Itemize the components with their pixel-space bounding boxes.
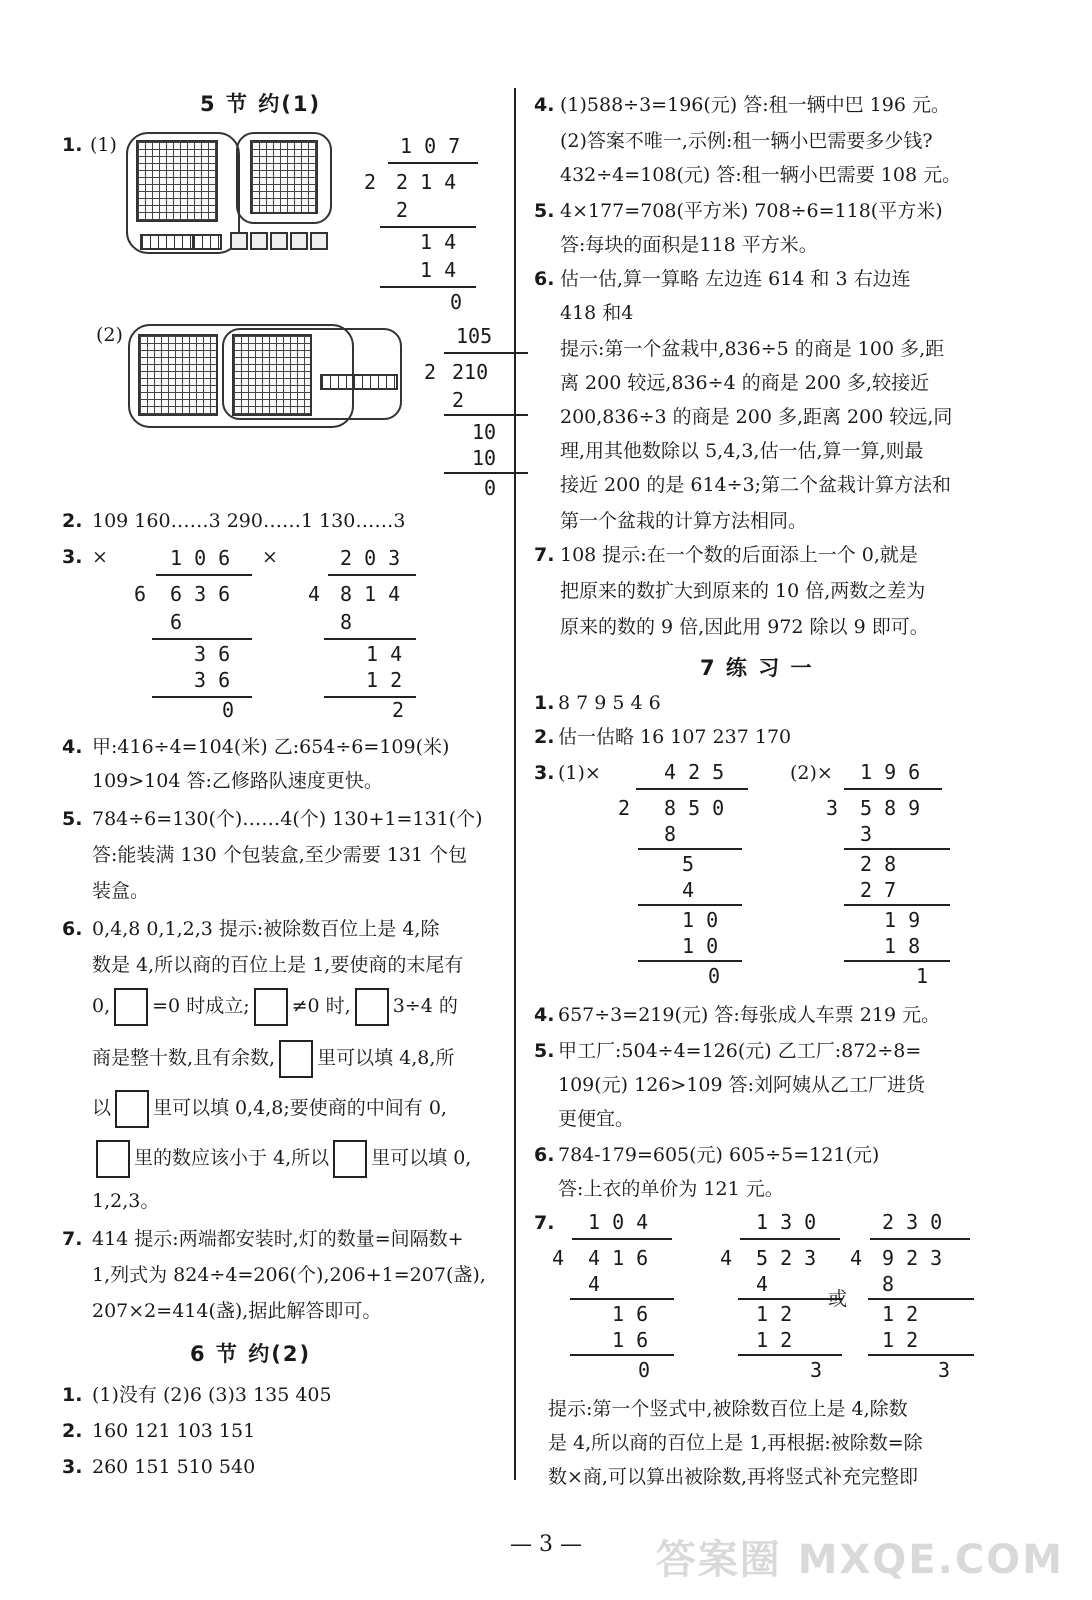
q6-line: 数是 4,所以商的百位上是 1,要使商的末尾有: [92, 954, 464, 976]
dividend: 5 2 3: [756, 1246, 817, 1270]
step: 3: [860, 822, 873, 846]
r-q4-line: 432÷4=108(元) 答:租一辆小巴需要 108 元。: [560, 164, 962, 186]
s7-q3-part: (2)×: [790, 762, 833, 784]
dividend: 5 8 9: [860, 796, 921, 820]
text: ≠0 时,: [291, 995, 351, 1017]
hundred-block-icon: [232, 334, 312, 416]
step: 2 8: [860, 852, 897, 876]
ten-rod-icon: [320, 374, 398, 390]
s7-q1: 8 7 9 5 4 6: [558, 692, 661, 714]
step: 5: [682, 852, 695, 876]
section-title-6: 6 节 约(2): [190, 1342, 312, 1366]
s7-q6-label: 6.: [534, 1144, 555, 1166]
step: 3 6: [194, 642, 231, 666]
step: 4: [682, 878, 695, 902]
quotient: 1 3 0: [756, 1210, 817, 1234]
text: 商是整十数,且有余数,: [92, 1047, 276, 1069]
step: 2: [396, 198, 409, 222]
divisor: 2: [618, 796, 631, 820]
q7-line: 1,列式为 824÷4=206(个),206+1=207(盏),: [92, 1264, 486, 1286]
step: 0: [484, 476, 497, 500]
q6-line: [92, 1090, 447, 1128]
hundred-block-icon: [250, 140, 318, 214]
s6-q3: 260 151 510 540: [92, 1456, 256, 1478]
q6-line: 1,2,3。: [92, 1190, 160, 1212]
or-label: 或: [828, 1288, 848, 1310]
step: 8: [340, 610, 353, 634]
s7-q4-label: 4.: [534, 1004, 555, 1026]
step: 2 7: [860, 878, 897, 902]
q7-line: 207×2=414(盏),据此解答即可。: [92, 1300, 382, 1322]
unit-cube-icon: [310, 232, 328, 250]
s7-q5-line: 109(元) 126>109 答:刘阿姨从乙工厂进货: [558, 1074, 926, 1096]
quotient: 2 0 3: [340, 546, 401, 570]
s7-q6-line: 784-179=605(元) 605÷5=121(元): [558, 1144, 880, 1166]
r-q6-line: 估一估,算一算略 左边连 614 和 3 右边连: [560, 268, 911, 290]
q3-label: 3.: [62, 546, 83, 568]
s7-q3-label: 3.: [534, 762, 555, 784]
step: 3: [938, 1358, 951, 1382]
q1-part1: (1): [90, 134, 117, 156]
dividend: 210: [452, 360, 489, 384]
unit-cube-icon: [290, 232, 308, 250]
divisor: 2: [364, 170, 377, 194]
step: 1 2: [882, 1328, 919, 1352]
step: 8: [664, 822, 677, 846]
step: 1: [916, 964, 929, 988]
q7-label: 7.: [62, 1228, 83, 1250]
step: 4: [756, 1272, 769, 1296]
section-title-5: 5 节 约(1): [200, 92, 322, 116]
q6-line: [92, 988, 458, 1026]
step: 6: [170, 610, 183, 634]
q3-mark: ×: [92, 546, 108, 568]
step: 0: [450, 290, 463, 314]
unit-cube-icon: [270, 232, 288, 250]
ten-rod-icon: [192, 234, 222, 250]
q4-line: 甲:416÷4=104(米) 乙:654÷6=109(米): [92, 736, 450, 758]
s7-q5-line: 甲工厂:504÷4=126(元) 乙工厂:872÷8=: [558, 1040, 922, 1062]
q6-line: [92, 1140, 471, 1178]
divisor: 4: [552, 1246, 565, 1270]
quotient: 1 0 6: [170, 546, 231, 570]
s7-q7-hint: 是 4,所以商的百位上是 1,再根据:被除数=除: [548, 1432, 923, 1454]
s7-q7-hint: 提示:第一个竖式中,被除数百位上是 4,除数: [548, 1398, 908, 1420]
divisor: 4: [720, 1246, 733, 1270]
s6-q2-label: 2.: [62, 1420, 83, 1442]
dividend: 8 5 0: [664, 796, 725, 820]
answer-box: [96, 1140, 130, 1178]
r-q6-line: 理,用其他数除以 5,4,3,估一估,算一算,则最: [560, 440, 924, 462]
quotient: 1 9 6: [860, 760, 921, 784]
q3-mark: ×: [262, 546, 278, 568]
text: 以: [92, 1097, 112, 1119]
text: 里可以填 0,: [371, 1147, 472, 1169]
step: 1 8: [884, 934, 921, 958]
r-q6-line: 离 200 较远,836÷4 的商是 200 多,较接近: [560, 372, 930, 394]
s6-q2: 160 121 103 151: [92, 1420, 256, 1442]
divisor: 2: [424, 360, 437, 384]
q6-line: [92, 1040, 454, 1078]
q5-line: 答:能装满 130 个包装盒,至少需要 131 个包: [92, 844, 468, 866]
step: 3: [810, 1358, 823, 1382]
q6-label: 6.: [62, 918, 83, 940]
divisor: 4: [850, 1246, 863, 1270]
step: 1 4: [366, 642, 403, 666]
q5-line: 784÷6=130(个)……4(个) 130+1=131(个): [92, 808, 483, 830]
r-q7-line: 原来的数的 9 倍,因此用 972 除以 9 即可。: [560, 616, 929, 638]
step: 0: [222, 698, 235, 722]
unit-cube-icon: [230, 232, 248, 250]
step: 10: [472, 420, 497, 444]
quotient: 4 2 5: [664, 760, 725, 784]
text: =0 时成立;: [152, 995, 250, 1017]
q1-label: 1.: [62, 134, 83, 156]
s7-q4: 657÷3=219(元) 答:每张成人车票 219 元。: [558, 1004, 941, 1026]
quotient: 105: [456, 324, 493, 348]
answer-box: [279, 1040, 313, 1078]
section-title-7: 7 练 习 一: [700, 656, 814, 680]
dividend: 6 3 6: [170, 582, 231, 606]
dividend: 2 1 4: [396, 170, 457, 194]
s7-q7-label: 7.: [534, 1212, 555, 1234]
unit-cube-icon: [250, 232, 268, 250]
step: 1 0: [682, 908, 719, 932]
step: 1 6: [612, 1328, 649, 1352]
s7-q3-part: (1)×: [558, 762, 601, 784]
step: 4: [588, 1272, 601, 1296]
step: 3 6: [194, 668, 231, 692]
answer-box: [355, 988, 389, 1026]
divisor: 4: [308, 582, 321, 606]
q6-line: 0,4,8 0,1,2,3 提示:被除数百位上是 4,除: [92, 918, 440, 940]
step: 2: [392, 698, 405, 722]
q4-line: 109>104 答:乙修路队速度更快。: [92, 770, 383, 792]
r-q6-line: 第一个盆栽的计算方法相同。: [560, 510, 808, 532]
step: 1 4: [420, 258, 457, 282]
s6-q1: (1)没有 (2)6 (3)3 135 405: [92, 1384, 332, 1406]
text: 里可以填 0,4,8;要使商的中间有 0,: [153, 1097, 447, 1119]
step: 8: [882, 1272, 895, 1296]
dividend: 9 2 3: [882, 1246, 943, 1270]
r-q5-line: 4×177=708(平方米) 708÷6=118(平方米): [560, 200, 943, 222]
s6-q3-label: 3.: [62, 1456, 83, 1478]
step: 10: [472, 446, 497, 470]
step: 1 9: [884, 908, 921, 932]
text: 0,: [92, 995, 111, 1017]
q1-part2: (2): [96, 324, 123, 346]
step: 1 2: [756, 1302, 793, 1326]
r-q5-line: 答:每块的面积是118 平方米。: [560, 234, 818, 256]
s7-q5-line: 更便宜。: [558, 1108, 635, 1130]
r-q7-line: 把原来的数扩大到原来的 10 倍,两数之差为: [560, 580, 926, 602]
answer-box: [254, 988, 288, 1026]
step: 1 0: [682, 934, 719, 958]
step: 0: [708, 964, 721, 988]
r-q4-line: (1)588÷3=196(元) 答:租一辆中巴 196 元。: [560, 94, 950, 116]
text: 里的数应该小于 4,所以: [134, 1147, 330, 1169]
q2-answer: 109 160……3 290……1 130……3: [92, 510, 406, 532]
step: 1 4: [420, 230, 457, 254]
answer-box: [333, 1140, 367, 1178]
divisor: 6: [134, 582, 147, 606]
step: 1 6: [612, 1302, 649, 1326]
ten-rod-icon: [140, 234, 194, 250]
hundred-block-icon: [138, 334, 218, 416]
quotient: 2 3 0: [882, 1210, 943, 1234]
step: 1 2: [756, 1328, 793, 1352]
quotient: 1 0 4: [588, 1210, 649, 1234]
q4-label: 4.: [62, 736, 83, 758]
r-q4-label: 4.: [534, 94, 555, 116]
divisor: 3: [826, 796, 839, 820]
step: 1 2: [366, 668, 403, 692]
r-q6-label: 6.: [534, 268, 555, 290]
text: 里可以填 4,8,所: [317, 1047, 455, 1069]
quotient: 1 0 7: [400, 134, 461, 158]
q7-line: 414 提示:两端都安装时,灯的数量=间隔数+: [92, 1228, 464, 1250]
r-q6-line: 200,836÷3 的商是 200 多,距离 200 较远,同: [560, 406, 953, 428]
r-q7-line: 108 提示:在一个数的后面添上一个 0,就是: [560, 544, 918, 566]
watermark-logo: 答案圈 MXQE.COM: [655, 1537, 1064, 1583]
r-q4-line: (2)答案不唯一,示例:租一辆小巴需要多少钱?: [560, 130, 933, 152]
s7-q6-line: 答:上衣的单价为 121 元。: [558, 1178, 784, 1200]
column-divider: [514, 88, 516, 1480]
answer-box: [115, 1090, 149, 1128]
s6-q1-label: 1.: [62, 1384, 83, 1406]
q5-label: 5.: [62, 808, 83, 830]
page-number: — 3 —: [510, 1532, 582, 1557]
q2-label: 2.: [62, 510, 83, 532]
answer-box: [114, 988, 148, 1026]
r-q5-label: 5.: [534, 200, 555, 222]
s7-q1-label: 1.: [534, 692, 555, 714]
s7-q7-hint: 数×商,可以算出被除数,再将竖式补充完整即: [548, 1466, 919, 1488]
dividend: 4 1 6: [588, 1246, 649, 1270]
step: 0: [638, 1358, 651, 1382]
s7-q2: 估一估略 16 107 237 170: [558, 726, 792, 748]
hundred-block-icon: [136, 140, 218, 222]
dividend: 8 1 4: [340, 582, 401, 606]
s7-q2-label: 2.: [534, 726, 555, 748]
r-q7-label: 7.: [534, 544, 555, 566]
text: 3÷4 的: [392, 995, 458, 1017]
r-q6-line: 418 和4: [560, 302, 634, 324]
s7-q5-label: 5.: [534, 1040, 555, 1062]
r-q6-line: 接近 200 的是 614÷3;第二个盆栽计算方法和: [560, 474, 952, 496]
r-q6-line: 提示:第一个盆栽中,836÷5 的商是 100 多,距: [560, 338, 945, 360]
q5-line: 装盒。: [92, 880, 150, 902]
step: 2: [452, 388, 465, 412]
step: 1 2: [882, 1302, 919, 1326]
